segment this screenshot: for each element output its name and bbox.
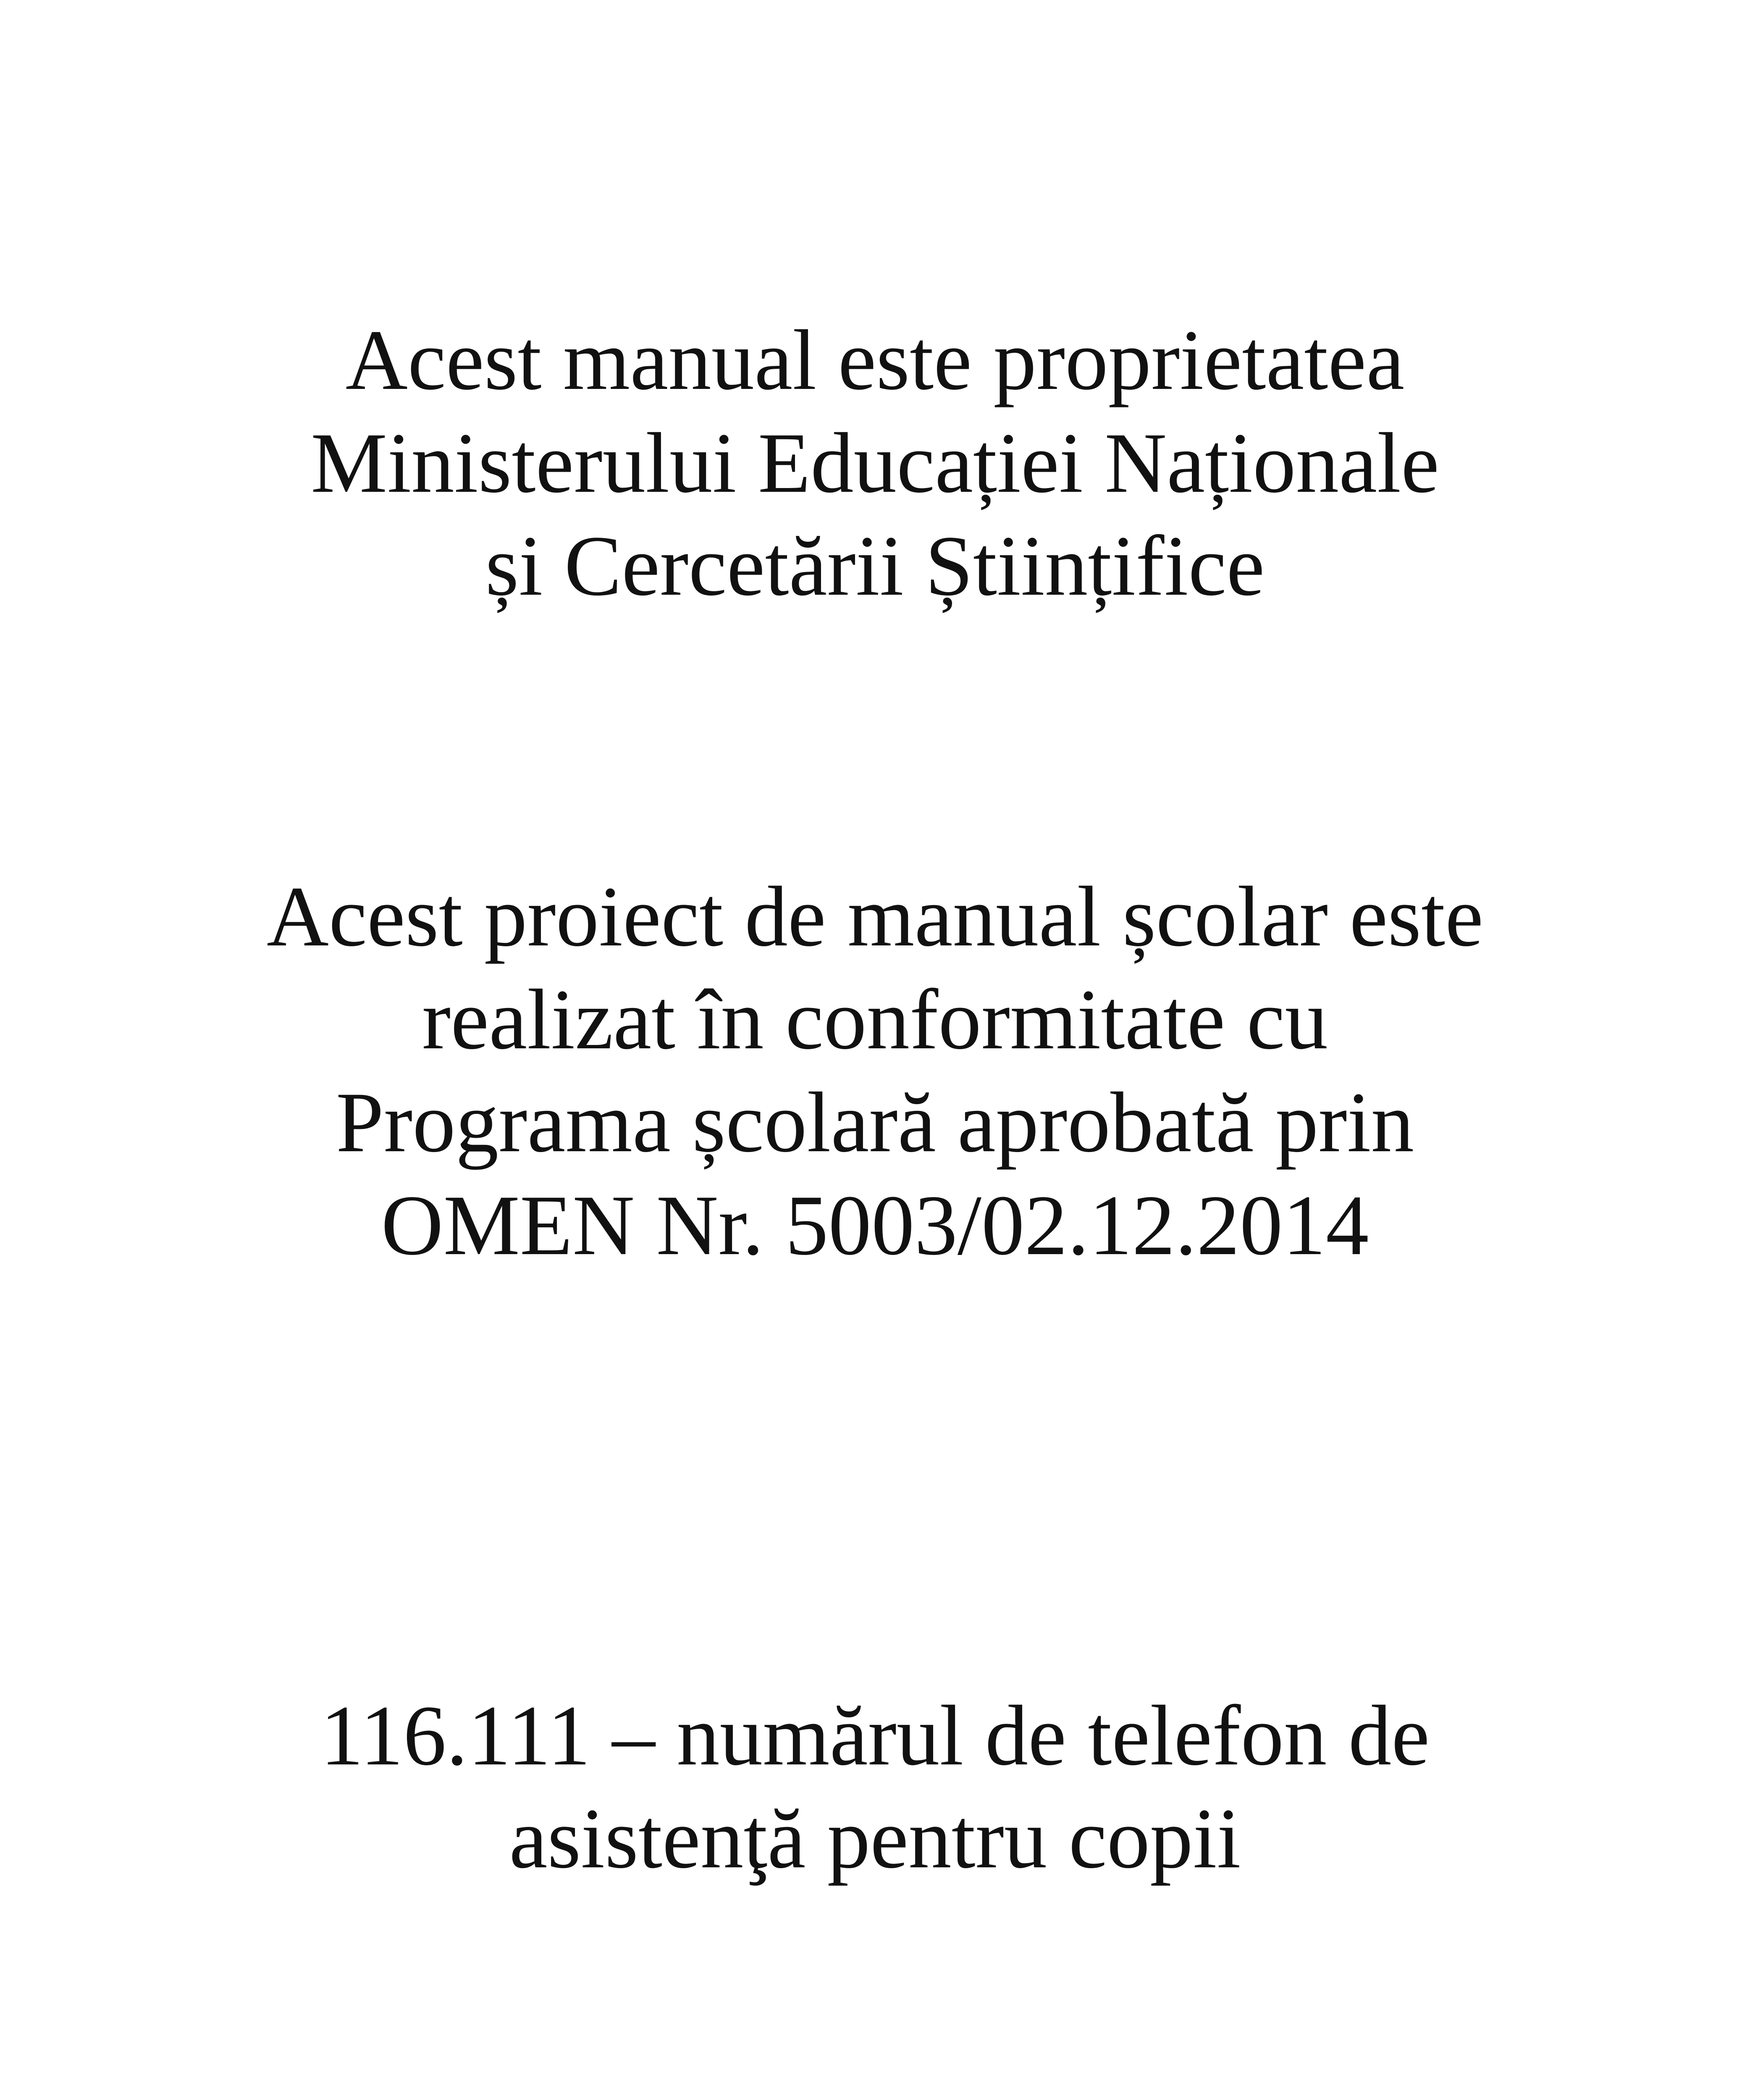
compliance-line-4: OMEN Nr. 5003/02.12.2014 <box>381 1178 1369 1273</box>
compliance-line-2: realizat în conformitate cu <box>422 972 1328 1067</box>
ownership-line-1: Acest manual este proprietatea <box>345 312 1405 408</box>
ownership-line-2: Ministerului Educației Naționale <box>310 415 1440 511</box>
ownership-line-3: și Cercetării Științifice <box>485 518 1265 614</box>
compliance-notice <box>0 865 1750 1277</box>
helpline-line-2: asistenţă pentru copii <box>509 1791 1241 1886</box>
compliance-line-1: Acest proiect de manual școlar este <box>266 869 1484 964</box>
ownership-notice <box>0 309 1750 617</box>
compliance-line-3: Programa școlară aprobată prin <box>336 1075 1414 1170</box>
helpline-line-1: 116.111 – numărul de telefon de <box>320 1688 1430 1783</box>
helpline-notice <box>0 1684 1750 1890</box>
